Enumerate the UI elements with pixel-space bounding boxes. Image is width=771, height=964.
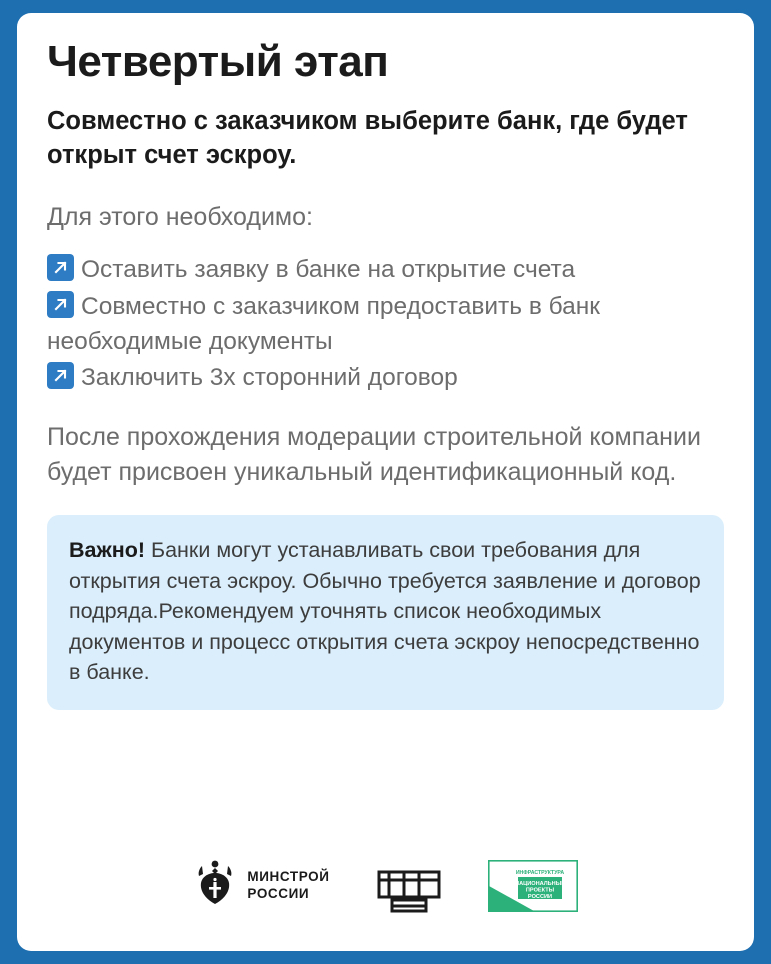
- minstroy-line-2: РОССИИ: [247, 886, 310, 901]
- arrow-up-right-icon: [47, 254, 74, 281]
- body-paragraph: После прохождения модерации строительной компании будет присвоен уникальный идентификационный код.: [47, 423, 701, 486]
- arrow-up-right-icon: [47, 291, 74, 318]
- svg-text:ПРОЕКТЫ: ПРОЕКТЫ: [525, 887, 554, 894]
- note-text: [69, 535, 702, 688]
- minstroy-wordmark: [247, 869, 329, 903]
- bullet-list: [47, 253, 724, 396]
- national-projects-logo-icon: [488, 860, 578, 912]
- list-item-label: Совместно с заказчиком предоставить в банк необходимые документы: [47, 292, 601, 355]
- note-label: Важно!: [69, 538, 146, 563]
- list-item: [47, 253, 724, 288]
- arrow-up-right-icon: [47, 362, 74, 389]
- svg-text:НАЦИОНАЛЬНЫЕ: НАЦИОНАЛЬНЫЕ: [514, 881, 565, 887]
- double-eagle-emblem-icon: [193, 857, 237, 915]
- info-card: [17, 13, 754, 951]
- important-note: [47, 515, 724, 710]
- page-subtitle: Совместно с заказчиком выберите банк, где будет открыт счет эскроу.: [47, 107, 688, 169]
- page-title: Четвертый этап: [47, 37, 389, 86]
- footer-logos: [47, 857, 724, 915]
- domrf-logo-icon: [376, 858, 442, 914]
- list-item-label: Заключить 3х сторонний договор: [81, 364, 458, 392]
- lead-text: Для этого необходимо:: [47, 202, 313, 231]
- svg-text:ИНФРАСТРУКТУРА: ИНФРАСТРУКТУРА: [515, 870, 564, 876]
- list-item: [47, 361, 724, 396]
- list-item-label: Оставить заявку в банке на открытие счета: [81, 256, 576, 283]
- note-body: Банки могут устанавливать свои требования для открытия счета эскроу. Обычно требуется заявление и договор подряда.Рекомендуем уточнять список необходимых документов и процесс открытия счета эскроу непосредственно в банке.: [69, 538, 701, 685]
- list-item: [47, 290, 724, 360]
- minstroy-line-1: МИНСТРОЙ: [247, 869, 330, 885]
- svg-text:РОССИИ: РОССИИ: [527, 894, 552, 900]
- minstroy-logo: [193, 857, 329, 915]
